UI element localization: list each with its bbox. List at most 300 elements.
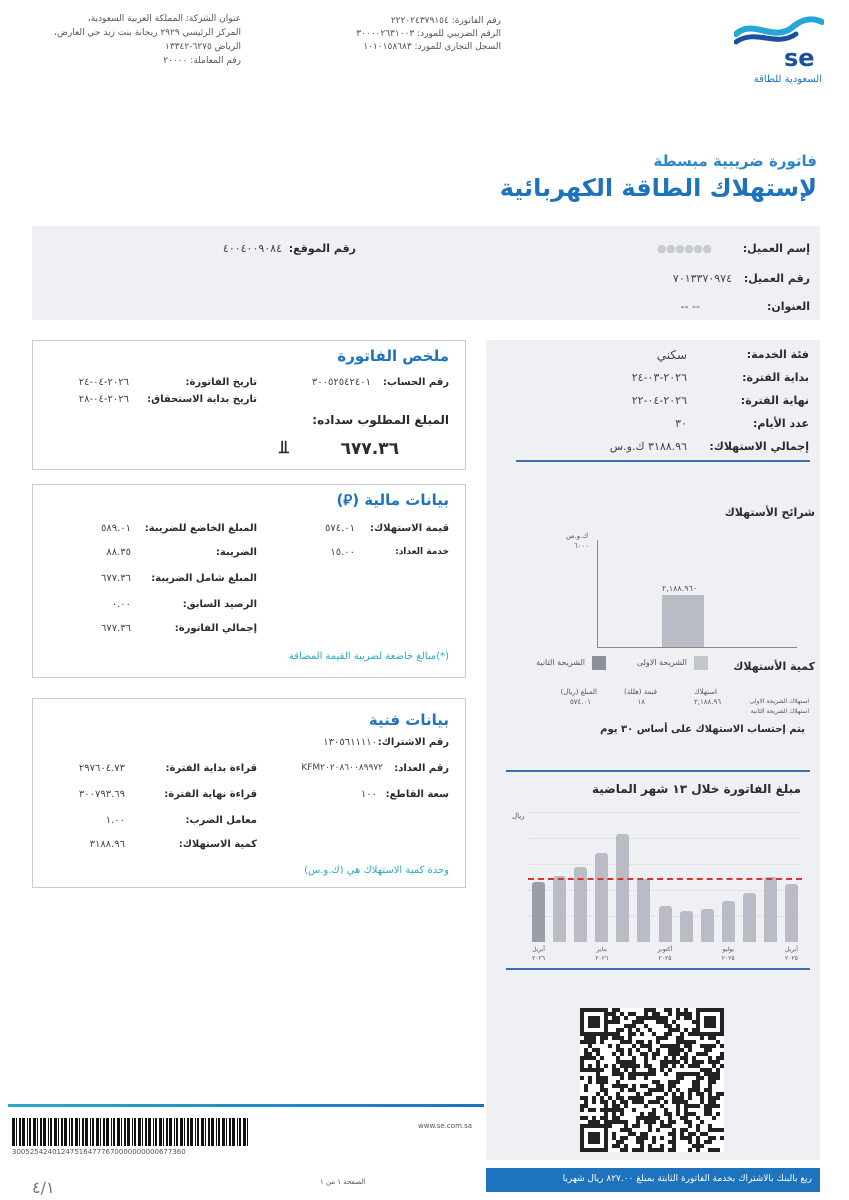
end-reading-value: ٣٠٠٧٩٣.٦٩ (78, 789, 125, 800)
days-value: ٣٠ (675, 417, 687, 430)
tiers-y-top: ٦٠٠٠ (574, 542, 590, 550)
unit-note: وحدة كمية الاستهلاك هي (ك.و.س) (304, 865, 449, 876)
financial-title: بيانات مالية (⃁) (336, 491, 449, 509)
meter-number-value: KFM٢٠٢٠٨٦٠٠٨٩٩٧٢ (301, 763, 383, 773)
address-label: العنوان: (766, 300, 810, 313)
start-reading-value: ٢٩٧٦٠٤.٧٣ (78, 763, 125, 774)
brand-subtitle: السعودية للطاقة (753, 74, 822, 85)
transaction-number: رقم المعاملة: ٢٠٠٠٠ (163, 56, 241, 66)
barcode-bar (218, 1118, 220, 1146)
barcode-bar (12, 1118, 15, 1146)
qr-module (664, 1072, 668, 1076)
barcode-bar (82, 1118, 84, 1146)
barcode-bar (29, 1118, 31, 1146)
qr-module (668, 1068, 672, 1072)
qr-module (712, 1024, 716, 1028)
barcode-bar (111, 1118, 112, 1146)
qr-module (636, 1124, 640, 1128)
qr-module (720, 1128, 724, 1132)
barcode-bar (180, 1118, 183, 1146)
page-number: الصفحة ١ من ١ (320, 1178, 366, 1186)
chart-gridline (528, 838, 802, 839)
period-start-label: بداية الفترة: (742, 371, 809, 384)
qr-module (624, 1016, 628, 1020)
barcode-bar (22, 1118, 25, 1146)
barcode-bar (184, 1118, 185, 1146)
qr-module (596, 1140, 600, 1144)
qr-module (712, 1080, 716, 1084)
barcode-bar (142, 1118, 143, 1146)
tiers-y-axis (597, 540, 598, 648)
barcode-bar (103, 1118, 105, 1146)
footer-rule (8, 1104, 484, 1107)
qr-module (652, 1072, 656, 1076)
barcode-bar (145, 1118, 147, 1146)
history-chart-divider (506, 770, 810, 772)
company-address-line-2: المركز الرئيسي ٢٩٢٩ ريحانة بنت زيد حي العارض، (54, 28, 241, 38)
tier-first-bar-label: ٢,١٨٨.٩٦٠ (662, 584, 698, 593)
riyal-icon: ⫫ (278, 437, 289, 458)
vat-label: الضريبة: (215, 547, 257, 558)
breaker-value: ١٠٠ (360, 789, 377, 800)
qr-module (644, 1104, 648, 1108)
qr-module (668, 1032, 672, 1036)
qr-module (636, 1064, 640, 1068)
tiers-col-amount-val: ٥٧٤.٠١ (569, 698, 591, 706)
promo-banner (486, 1168, 820, 1192)
barcode-bar (40, 1118, 42, 1146)
taxable-amount-value: ٥٨٩.٠١ (100, 523, 131, 534)
history-bar (680, 911, 693, 942)
barcode (12, 1118, 250, 1146)
barcode-bar (58, 1118, 59, 1146)
barcode-bar (16, 1118, 17, 1146)
qr-module (664, 1036, 668, 1040)
qr-module (692, 1040, 696, 1044)
qr-module (644, 1136, 648, 1140)
history-bar (659, 906, 672, 942)
barcode-bar (187, 1118, 189, 1146)
qr-module (600, 1056, 604, 1060)
qr-module (620, 1028, 624, 1032)
customer-number-value: ٧٠١٣٣٧٠٩٧٤ (672, 272, 732, 285)
site-number-value: ٤٠٠٤٠٠٩٠٨٤ (222, 242, 282, 255)
history-chart-title: مبلغ الفاتورة خلال ١٣ شهر الماضية (591, 782, 801, 796)
qr-module (716, 1148, 720, 1152)
barcode-bar (90, 1118, 91, 1146)
qr-module (672, 1148, 676, 1152)
qr-module (688, 1096, 692, 1100)
barcode-bar (75, 1118, 78, 1146)
qr-module (708, 1048, 712, 1052)
qr-module (688, 1148, 692, 1152)
qr-module (604, 1080, 608, 1084)
barcode-bar (61, 1118, 63, 1146)
company-address-line-1: عنوان الشركة: المملكة العربية السعودية، (87, 14, 241, 24)
previous-balance-label: الرصيد السابق: (182, 599, 257, 610)
qr-module (716, 1104, 720, 1108)
barcode-bar (127, 1118, 130, 1146)
invoice-total-value: ٦٧٧.٣٦ (100, 623, 131, 634)
address-value: -- -- (680, 300, 700, 313)
history-x-label: أكتوبر (657, 946, 673, 953)
barcode-bar (190, 1118, 193, 1146)
barcode-bar (222, 1118, 225, 1146)
subscription-value: ١٣٠٥٦١١١١٠ (323, 737, 377, 748)
qr-module (620, 1112, 624, 1116)
barcode-bar (232, 1118, 235, 1146)
qr-module (700, 1120, 704, 1124)
qr-module (708, 1140, 712, 1144)
history-x-year: ٢٠٢٦ (532, 955, 545, 962)
history-chart-baseline (506, 968, 810, 970)
qr-module (608, 1044, 612, 1048)
tiers-title: شرائح الأستهلاك (724, 506, 815, 519)
qr-module (604, 1036, 608, 1040)
qr-module (676, 1016, 680, 1020)
amount-due-label: المبلغ المطلوب سداده: (312, 413, 449, 427)
barcode-bar (113, 1118, 115, 1146)
tiers-x-axis (597, 647, 797, 648)
tiers-col-price-val: ١٨ (637, 698, 645, 706)
history-bar (764, 877, 777, 942)
taxable-amount-label: المبلغ الخاضع للضريبة: (144, 523, 257, 534)
barcode-bar (237, 1118, 238, 1146)
barcode-bar (124, 1118, 126, 1146)
history-bar (532, 882, 545, 942)
qr-module (720, 1092, 724, 1096)
qr-module (700, 1144, 704, 1148)
qr-module (652, 1120, 656, 1124)
technical-data-box (32, 698, 466, 888)
customer-band (32, 226, 820, 320)
history-bar (743, 893, 756, 942)
barcode-bar (54, 1118, 57, 1146)
qr-module (720, 1056, 724, 1060)
qr-module (696, 1148, 700, 1152)
barcode-bar (226, 1118, 227, 1146)
history-bar (595, 853, 608, 942)
barcode-bar (43, 1118, 46, 1146)
history-x-label: يوليو (722, 946, 734, 953)
barcode-bar (121, 1118, 122, 1146)
qr-code (580, 1008, 724, 1152)
subscription-label: رقم الاشتراك: (377, 737, 449, 748)
qr-module (632, 1108, 636, 1112)
barcode-bar (243, 1118, 246, 1146)
barcode-bar (229, 1118, 231, 1146)
service-divider (516, 460, 810, 462)
period-end-label: نهاية الفترة: (740, 394, 809, 407)
qr-module (688, 1124, 692, 1128)
legend-first-label: الشريحة الاولى (636, 658, 687, 667)
qr-module (620, 1088, 624, 1092)
tiers-col-consumption: استهلاك (693, 688, 717, 696)
history-bar (637, 879, 650, 942)
barcode-bar (48, 1118, 49, 1146)
history-chart-ylabel: ريال (512, 812, 525, 820)
barcode-bar (50, 1118, 52, 1146)
multiplier-value: ١.٠٠ (105, 815, 125, 826)
qr-module (592, 1100, 596, 1104)
barcode-bar (169, 1118, 172, 1146)
legend-first-swatch (694, 656, 708, 670)
tiers-col-amount: المبلغ (ريال) (560, 688, 597, 696)
qr-module (632, 1032, 636, 1036)
barcode-bar (166, 1118, 168, 1146)
barcode-bar (69, 1118, 70, 1146)
multiplier-label: معامل الضرب: (185, 815, 257, 826)
service-type-value: سكني (656, 348, 687, 362)
tiers-col-price: قيمة (هللة) (623, 688, 657, 696)
barcode-bar (33, 1118, 36, 1146)
total-consumption-label: إجمالي الاستهلاك: (709, 440, 809, 453)
breaker-label: سعة القاطع: (385, 789, 449, 800)
qr-module (716, 1076, 720, 1080)
qr-module (580, 1108, 584, 1112)
barcode-bar (159, 1118, 162, 1146)
document-title: لإستهلاك الطاقة الكهربائية (499, 174, 817, 202)
barcode-bar (247, 1118, 248, 1146)
tiers-y-unit: ك.و.س (566, 532, 589, 540)
barcode-bar (27, 1118, 28, 1146)
qr-module (588, 1080, 592, 1084)
qr-module (620, 1076, 624, 1080)
qr-module (712, 1116, 716, 1120)
qr-module (700, 1076, 704, 1080)
barcode-bar (96, 1118, 99, 1146)
qr-module (624, 1104, 628, 1108)
barcode-bar (134, 1118, 136, 1146)
qr-module (672, 1064, 676, 1068)
qr-module (696, 1104, 700, 1108)
supplier-tax-number: الرقم الضريبي للمورد: ٣٠٠٠٠٢٦٣١٠٠٣ (356, 29, 501, 39)
barcode-bar (163, 1118, 164, 1146)
history-x-year: ٢٠٢٦ (595, 955, 609, 962)
qr-module (584, 1088, 588, 1092)
qr-module (688, 1048, 692, 1052)
qr-module (604, 1064, 608, 1068)
qr-module (672, 1120, 676, 1124)
qr-module (580, 1076, 584, 1080)
tiers-row-first: استهلاك الشريحة الاولى (749, 698, 809, 705)
site-number-label: رقم الموقع: (288, 242, 356, 255)
brand-logo (732, 14, 824, 85)
history-x-label: أبريل (532, 946, 545, 953)
qr-module (620, 1052, 624, 1056)
document-subtitle: فاتورة ضريبية مبسطة (653, 152, 817, 170)
qr-module (592, 1108, 596, 1112)
barcode-bar (37, 1118, 38, 1146)
tiers-basis-note: يتم إحتساب الاستهلاك على أساس ٣٠ يوم (600, 724, 805, 735)
vat-value: ٨٨.٣٥ (106, 547, 131, 558)
qr-module (632, 1076, 636, 1080)
tiers-col-consumption-val: ٢,١٨٨.٩٦ (693, 698, 721, 706)
invoice-number: رقم الفاتورة: ٢٢٢٠٢٤٣٧٩١٥٤ (390, 16, 501, 26)
barcode-bar (197, 1118, 199, 1146)
barcode-bar (100, 1118, 101, 1146)
qr-module (664, 1092, 668, 1096)
barcode-bar (79, 1118, 80, 1146)
qr-module (652, 1140, 656, 1144)
amount-with-vat-value: ٦٧٧.٣٦ (100, 573, 131, 584)
period-start-value: ٢٠٢٦-٠٣-٢٤ (631, 371, 687, 384)
qr-module (604, 1148, 608, 1152)
qr-module (716, 1112, 720, 1116)
barcode-bar (201, 1118, 204, 1146)
history-bar (553, 876, 566, 942)
website-link[interactable]: www.se.com.sa (418, 1122, 473, 1130)
invoice-date-value: ٢٠٢٦-٠٤-٢٤ (78, 377, 129, 388)
qr-module (676, 1080, 680, 1084)
qr-module (652, 1056, 656, 1060)
qr-module (668, 1012, 672, 1016)
qr-module (600, 1040, 604, 1044)
barcode-bar (216, 1118, 217, 1146)
qr-module (720, 1064, 724, 1068)
history-x-year: ٢٠٢٥ (721, 955, 735, 962)
consumption-value: ٥٧٤.٠١ (324, 523, 355, 534)
tiers-row-second: استهلاك الشريحة الثانية (750, 708, 809, 715)
customer-number-label: رقم العميل: (743, 272, 810, 285)
barcode-bar (92, 1118, 94, 1146)
qr-module (644, 1076, 648, 1080)
promo-banner-text: ريع بالبنك بالاشتراك بخدمة الفاتورة الثابتة بمبلغ ٨٢٧.٠٠ ريال شهريا (562, 1174, 812, 1184)
technical-title: بيانات فنية (368, 711, 449, 729)
qr-module (680, 1076, 684, 1080)
qr-module (700, 1036, 704, 1040)
barcode-bar (211, 1118, 214, 1146)
qr-module (616, 1020, 620, 1024)
barcode-bar (195, 1118, 196, 1146)
average-line (528, 878, 802, 880)
chart-gridline (528, 890, 802, 891)
qr-module (716, 1096, 720, 1100)
consumption-qty-value: ٣١٨٨.٩٦ (89, 839, 125, 850)
previous-balance-value: ٠.٠٠ (111, 599, 131, 610)
start-reading-label: قراءة بداية الفترة: (165, 763, 257, 774)
qr-module (720, 1032, 724, 1036)
legend-second-label: الشريحة الثانية (536, 658, 585, 667)
qr-module (600, 1068, 604, 1072)
qr-module (680, 1064, 684, 1068)
amount-due-value: ٦٧٧.٣٦ (340, 439, 399, 459)
tiers-qty-label: كمية الأستهلاك (733, 660, 815, 673)
barcode-bar (174, 1118, 175, 1146)
qr-module (592, 1040, 596, 1044)
barcode-bar (155, 1118, 157, 1146)
brand-wave-icon (734, 14, 824, 48)
qr-module (660, 1148, 664, 1152)
history-x-label: يناير (596, 946, 607, 953)
history-bar (701, 909, 714, 942)
invoice-total-label: إجمالي الفاتورة: (174, 623, 257, 634)
customer-name-label: إسم العميل: (742, 242, 810, 255)
qr-module (648, 1128, 652, 1132)
invoice-summary-box (32, 340, 466, 470)
barcode-bar (148, 1118, 151, 1146)
end-reading-label: قراءة نهاية الفترة: (164, 789, 257, 800)
barcode-bar (153, 1118, 154, 1146)
qr-module (664, 1100, 668, 1104)
invoice-date-label: تاريخ الفاتورة: (185, 377, 257, 388)
history-bar (785, 884, 798, 942)
meter-service-value: ١٥.٠٠ (330, 547, 355, 558)
qr-module (656, 1052, 660, 1056)
barcode-bar (117, 1118, 120, 1146)
history-chart (528, 812, 802, 962)
account-number-label: رقم الحساب: (383, 377, 449, 388)
barcode-bar (208, 1118, 210, 1146)
barcode-bar (239, 1118, 241, 1146)
brand-text: se (784, 44, 815, 72)
barcode-bar (71, 1118, 73, 1146)
service-type-label: فئة الخدمة: (746, 348, 809, 361)
qr-module (624, 1136, 628, 1140)
chart-gridline (528, 812, 802, 813)
total-consumption-value: ٣١٨٨.٩٦ ك.و.س (609, 440, 687, 453)
customer-name-value: ● ● ● ● ● ● (656, 242, 710, 255)
history-x-year: ٢٠٢٥ (785, 955, 798, 962)
qr-module (596, 1024, 600, 1028)
qr-module (712, 1136, 716, 1140)
vat-note: (*)مبالغ خاضعة لضريبة القيمة المضافة (288, 651, 449, 662)
qr-module (720, 1044, 724, 1048)
history-bar (616, 834, 629, 942)
corner-page-mark: ٤/١ (32, 1178, 55, 1197)
barcode-bar (138, 1118, 141, 1146)
history-bar (722, 901, 735, 942)
qr-module (640, 1032, 644, 1036)
period-end-value: ٢٠٢٦-٠٤-٢٢ (631, 394, 687, 407)
company-address-line-3: الرياض ٦٢٧٥-١٣٣٤٢ (165, 42, 241, 52)
qr-module (712, 1044, 716, 1048)
qr-module (660, 1136, 664, 1140)
qr-module (648, 1092, 652, 1096)
history-x-label: أبريل (785, 946, 798, 953)
days-label: عدد الأيام: (752, 417, 809, 430)
barcode-bar (106, 1118, 109, 1146)
due-date-value: ٢٠٢٦-٠٤-٢٨ (78, 394, 129, 405)
qr-module (700, 1060, 704, 1064)
qr-module (608, 1124, 612, 1128)
consumption-qty-label: كمية الاستهلاك: (178, 839, 257, 850)
barcode-bar (205, 1118, 206, 1146)
barcode-bar (19, 1118, 21, 1146)
consumption-value-label: قيمة الاستهلاك: (369, 523, 449, 534)
history-x-year: ٢٠٢٥ (658, 955, 672, 962)
barcode-bar (176, 1118, 178, 1146)
chart-gridline (528, 864, 802, 865)
supplier-cr-number: السجل التجاري للمورد: ١٠١٠١٥٨٦٨٣ (363, 42, 501, 52)
qr-module (720, 1136, 724, 1140)
barcode-bar (132, 1118, 133, 1146)
meter-number-label: رقم العداد: (394, 763, 449, 774)
barcode-bar (64, 1118, 67, 1146)
qr-module (656, 1128, 660, 1132)
due-date-label: تاريخ بداية الاستحقاق: (147, 394, 257, 405)
qr-module (640, 1148, 644, 1152)
barcode-number: 300525424012475164777670000000000677360 (12, 1148, 186, 1156)
legend-second-swatch (592, 656, 606, 670)
financial-data-box (32, 484, 466, 678)
meter-service-label: خدمة العداد: (395, 547, 449, 557)
barcode-bar (85, 1118, 88, 1146)
amount-with-vat-label: المبلغ شامل الضريبة: (151, 573, 257, 584)
qr-module (624, 1148, 628, 1152)
tier-first-bar (662, 595, 704, 647)
account-number-value: ٣٠٠٥٢٥٤٢٤٠١ (311, 377, 371, 388)
